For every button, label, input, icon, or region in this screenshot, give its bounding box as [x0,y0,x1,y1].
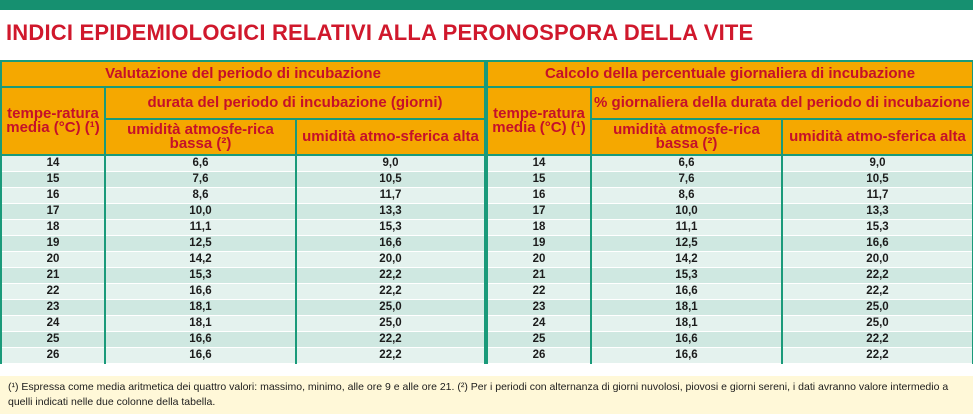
table-cell: 22,2 [296,348,485,364]
table-row [1,155,973,172]
table-cell: 18,1 [591,316,782,332]
table-cell: 25,0 [782,316,973,332]
table-cell: 16,6 [782,236,973,252]
table-cell: 6,6 [105,155,296,172]
table-cell: 14 [1,155,105,172]
table-cell: 10,0 [105,204,296,220]
table-cell: 18 [487,220,591,236]
right-low-humidity-header: umidità atmosfe-rica bassa (²) [591,119,782,155]
table-row [1,316,973,332]
table-cell: 13,3 [782,204,973,220]
left-section-header: Valutazione del periodo di incubazione [1,61,485,87]
table-cell: 11,1 [591,220,782,236]
table-cell: 9,0 [782,155,973,172]
table-container [0,60,973,374]
table-cell: 22,2 [296,284,485,300]
table-cell: 14,2 [591,252,782,268]
table-cell: 11,1 [105,220,296,236]
table-cell: 9,0 [296,155,485,172]
table-cell: 15 [1,172,105,188]
table-row [1,172,973,188]
table-cell: 6,6 [591,155,782,172]
table-row [1,332,973,348]
table-cell: 20,0 [782,252,973,268]
table-cell: 15,3 [782,220,973,236]
table-cell: 19 [487,236,591,252]
left-temp-header: tempe-ratura media (°C) (¹) [1,87,105,155]
table-cell: 12,5 [105,236,296,252]
table-cell: 15 [487,172,591,188]
table-cell: 18,1 [591,300,782,316]
right-sub-header: % giornaliera della durata del periodo di incubazione [591,87,973,119]
table-cell: 22,2 [782,268,973,284]
table-cell: 15,3 [105,268,296,284]
table-row [1,348,973,364]
table-row [1,252,973,268]
table-cell: 26 [1,348,105,364]
table-cell: 8,6 [105,188,296,204]
table-cell: 22 [487,284,591,300]
table-cell: 25 [487,332,591,348]
table-cell: 16,6 [591,348,782,364]
table-cell: 10,5 [296,172,485,188]
table-cell: 24 [487,316,591,332]
right-high-humidity-header: umidità atmo-sferica alta [782,119,973,155]
left-low-humidity-header: umidità atmosfe-rica bassa (²) [105,119,296,155]
table-cell: 21 [487,268,591,284]
table-cell: 25,0 [296,316,485,332]
left-sub-header: durata del periodo di incubazione (giorni) [105,87,485,119]
table-row [1,220,973,236]
table-cell: 7,6 [591,172,782,188]
table-cell: 16 [487,188,591,204]
table-cell: 20,0 [296,252,485,268]
table-cell: 22,2 [296,268,485,284]
table-cell: 8,6 [591,188,782,204]
table-cell: 25 [1,332,105,348]
table-cell: 16,6 [591,284,782,300]
top-bar [0,0,973,10]
table-cell: 22,2 [296,332,485,348]
table-cell: 22,2 [782,332,973,348]
table-cell: 10,0 [591,204,782,220]
table-cell: 18 [1,220,105,236]
table-cell: 26 [487,348,591,364]
table-row [1,188,973,204]
table-cell: 18,1 [105,316,296,332]
table-cell: 22 [1,284,105,300]
table-row [1,300,973,316]
table-cell: 7,6 [105,172,296,188]
right-section-header: Calcolo della percentuale giornaliera di incubazione [487,61,973,87]
table-cell: 25,0 [782,300,973,316]
table-cell: 13,3 [296,204,485,220]
table-cell: 11,7 [782,188,973,204]
table-cell: 16,6 [105,348,296,364]
table-body [1,155,973,364]
table-cell: 16 [1,188,105,204]
table-cell: 15,3 [591,268,782,284]
epidemiology-table [0,60,973,364]
page-title: INDICI EPIDEMIOLOGICI RELATIVI ALLA PERONOSPORA DELLA VITE [6,20,754,45]
table-cell: 23 [487,300,591,316]
table-cell: 14 [487,155,591,172]
table-cell: 17 [487,204,591,220]
table-cell: 24 [1,316,105,332]
table-cell: 20 [487,252,591,268]
table-cell: 11,7 [296,188,485,204]
table-cell: 22,2 [782,348,973,364]
table-cell: 14,2 [105,252,296,268]
table-cell: 22,2 [782,284,973,300]
table-cell: 10,5 [782,172,973,188]
table-row [1,204,973,220]
table-cell: 16,6 [296,236,485,252]
left-high-humidity-header: umidità atmo-sferica alta [296,119,485,155]
table-cell: 16,6 [105,284,296,300]
table-cell: 25,0 [296,300,485,316]
table-cell: 19 [1,236,105,252]
table-row [1,268,973,284]
table-cell: 12,5 [591,236,782,252]
footnote: (¹) Espressa come media aritmetica dei quattro valori: massimo, minimo, alle ore 9 e alle ore 21. (²) Per i periodi con alternanza di giorni nuvolosi, piovosi e giorni sereni, i dati avranno valore intermedio a quelli indicati nelle due colonne della tabella. [0,376,973,414]
table-cell: 17 [1,204,105,220]
table-cell: 18,1 [105,300,296,316]
table-cell: 16,6 [591,332,782,348]
table-cell: 16,6 [105,332,296,348]
right-temp-header: tempe-ratura media (°C) (¹) [487,87,591,155]
table-cell: 15,3 [296,220,485,236]
table-row [1,236,973,252]
table-cell: 23 [1,300,105,316]
table-cell: 20 [1,252,105,268]
table-row [1,284,973,300]
table-cell: 21 [1,268,105,284]
